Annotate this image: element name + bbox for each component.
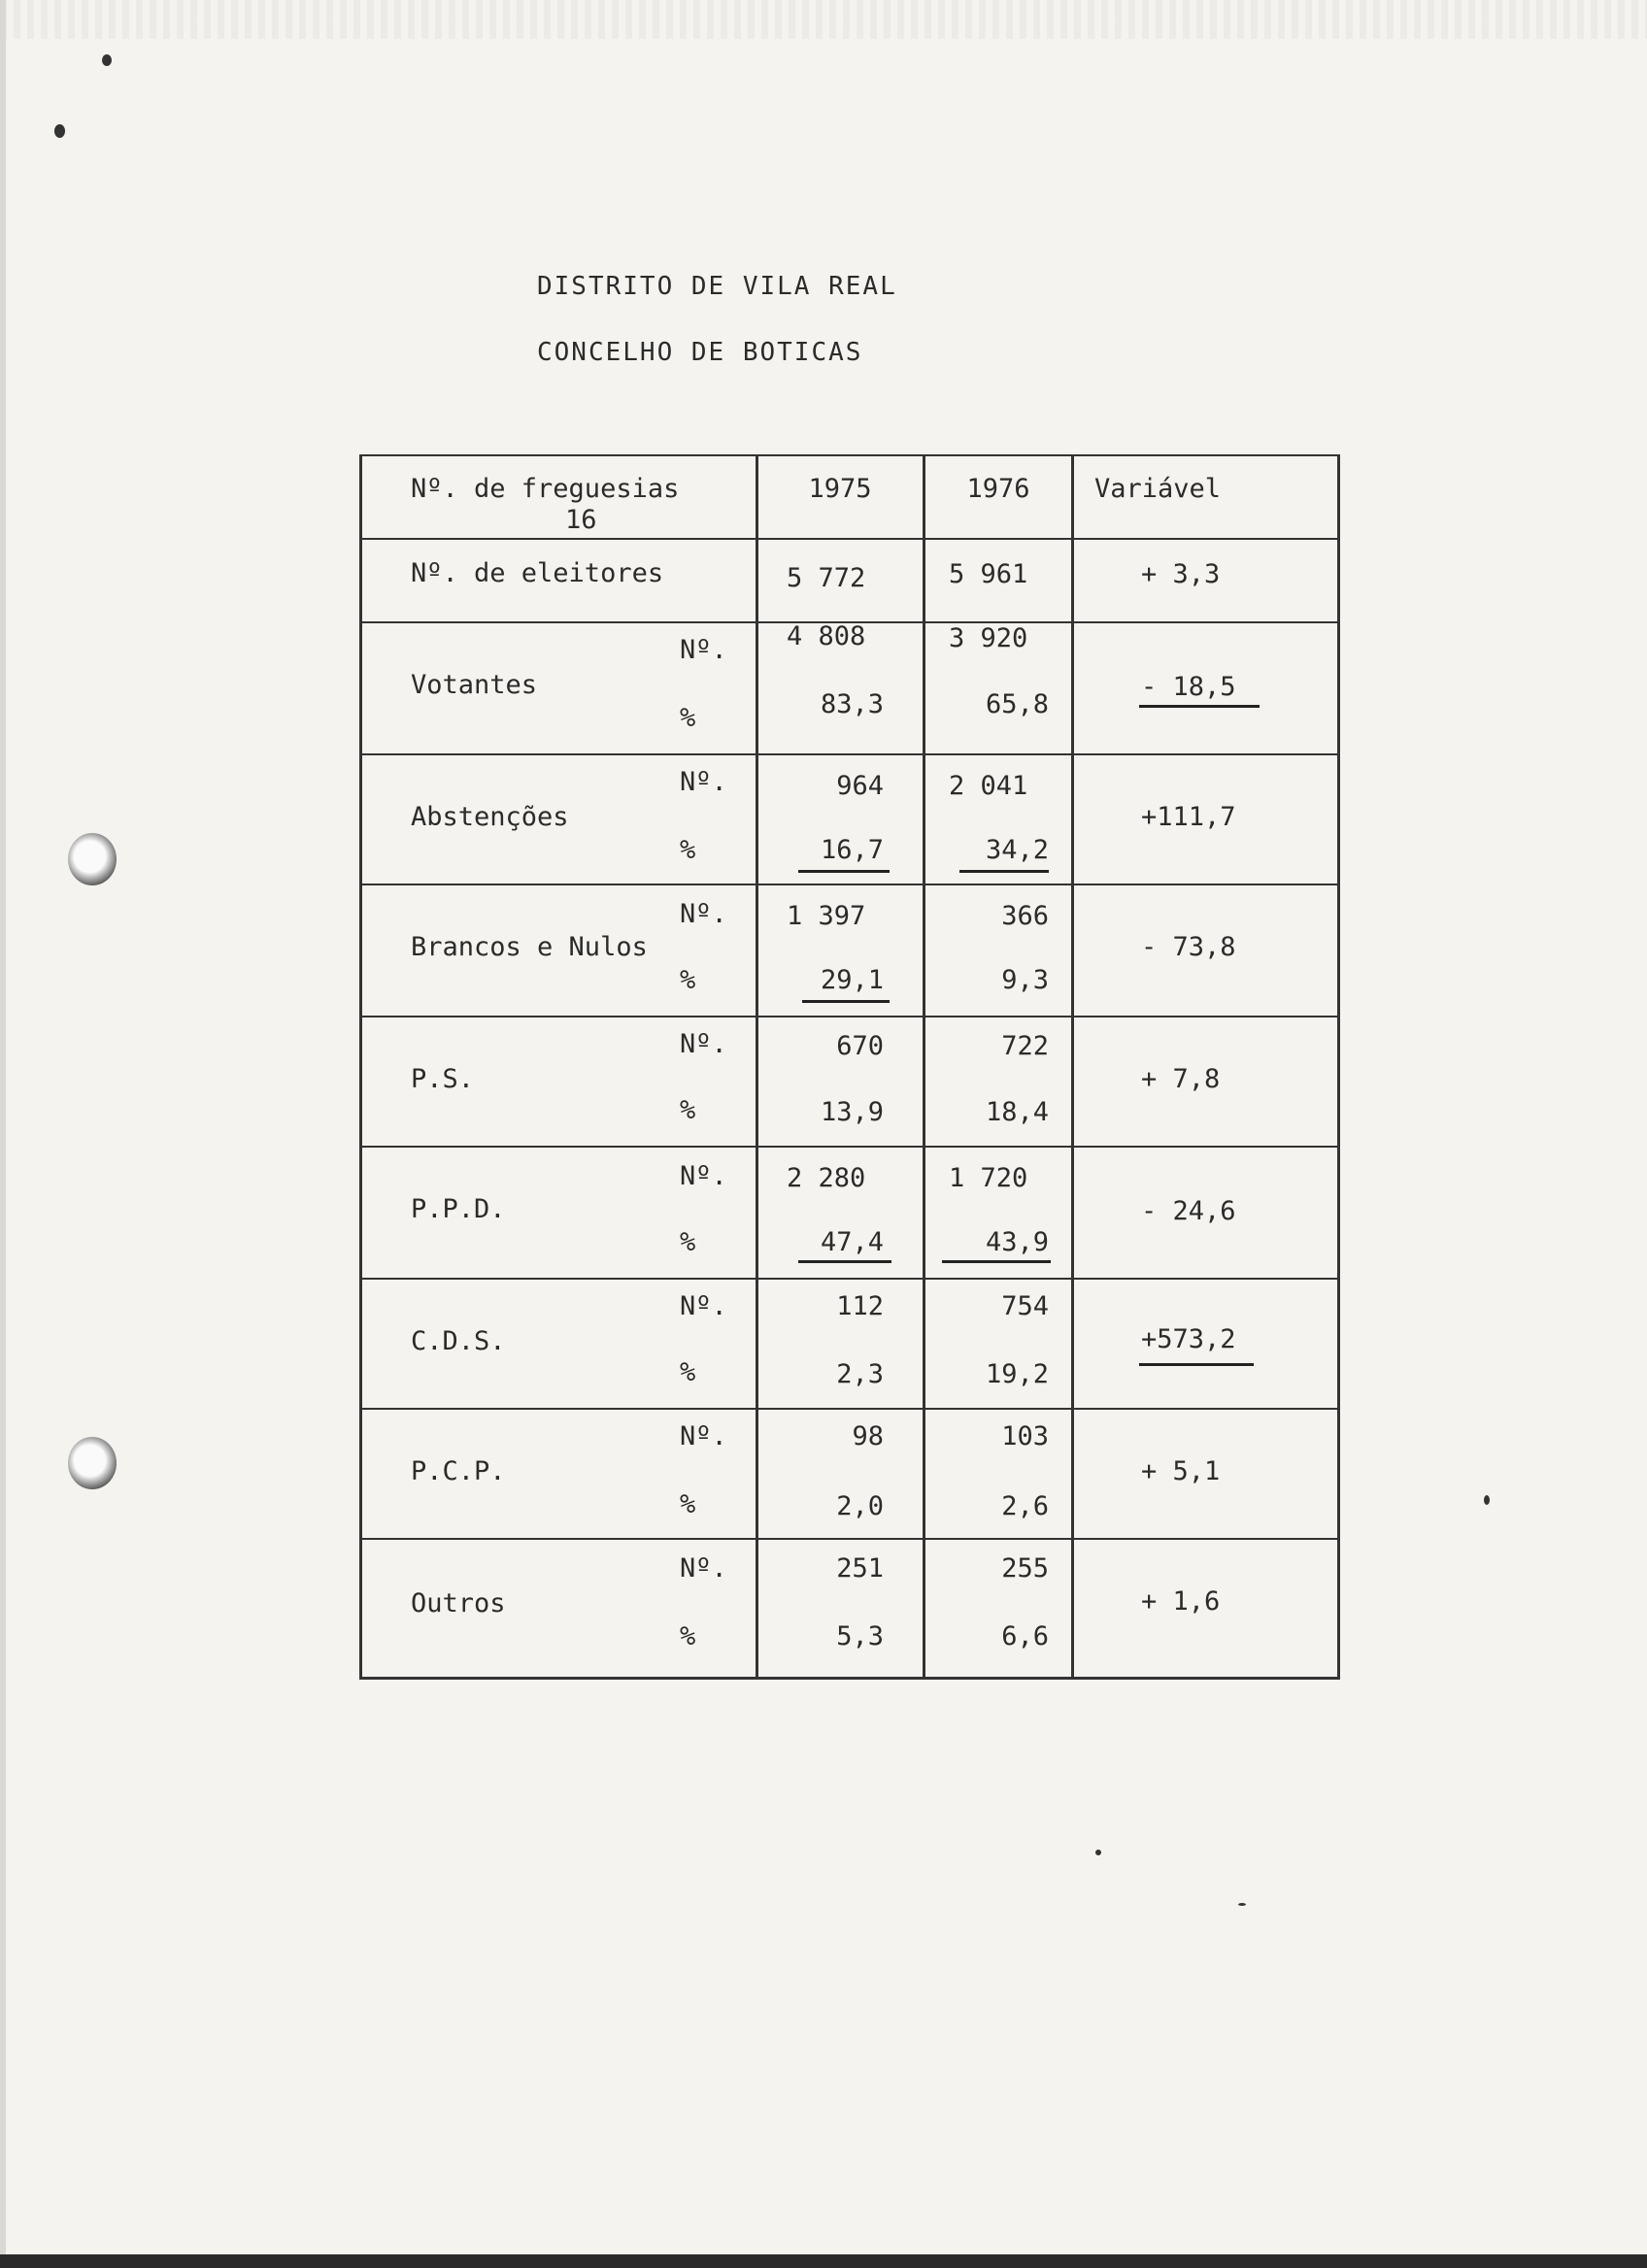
row-label: Outros <box>411 1588 506 1618</box>
ink-speck <box>1484 1495 1490 1505</box>
electors-1975: 5 772 <box>787 563 866 593</box>
row-label: P.C.P. <box>411 1456 506 1486</box>
row-n-marker: Nº. <box>680 1553 727 1584</box>
electors-variation: + 3,3 <box>1141 559 1221 589</box>
underline-mark <box>798 870 890 873</box>
row-n-1976: 3 920 <box>949 623 1028 653</box>
header-year-1975: 1975 <box>808 474 872 504</box>
row-variation: - 73,8 <box>1141 932 1236 962</box>
row-pct-1975: 13,9 <box>820 1097 884 1127</box>
row-pct-1975: 5,3 <box>836 1621 884 1651</box>
table-rule <box>923 454 925 1680</box>
row-n-1976: 366 <box>1001 901 1049 931</box>
row-n-1975: 2 280 <box>787 1163 866 1193</box>
row-pct-1975: 16,7 <box>820 835 884 865</box>
punch-hole-icon <box>68 833 117 885</box>
district-title: DISTRITO DE VILA REAL <box>537 272 897 301</box>
table-rule <box>1071 454 1074 1680</box>
electors-1976: 5 961 <box>949 559 1028 589</box>
row-pct-1975: 2,0 <box>836 1491 884 1521</box>
table-rule <box>359 1016 1340 1017</box>
table-rule <box>359 538 1340 540</box>
row-pct-1976: 6,6 <box>1001 1621 1049 1651</box>
row-label: Brancos e Nulos <box>411 932 648 962</box>
row-n-marker: Nº. <box>680 1291 727 1321</box>
scan-border <box>0 2254 1647 2268</box>
row-variation: - 24,6 <box>1141 1196 1236 1226</box>
table-rule <box>1337 454 1340 1680</box>
row-pct-1976: 9,3 <box>1001 965 1049 995</box>
row-n-marker: Nº. <box>680 1161 727 1191</box>
table-rule <box>359 1677 1340 1680</box>
table-rule <box>359 753 1340 755</box>
row-pct-marker: % <box>680 1095 696 1125</box>
row-pct-1976: 65,8 <box>985 689 1049 719</box>
row-n-1975: 1 397 <box>787 901 866 931</box>
table-rule <box>359 1538 1340 1540</box>
row-n-marker: Nº. <box>680 1421 727 1451</box>
row-n-1976: 722 <box>1001 1031 1049 1061</box>
row-variation: +111,7 <box>1141 802 1236 832</box>
underline-mark <box>1139 705 1260 708</box>
row-label: Votantes <box>411 670 538 700</box>
ink-speck <box>54 124 65 138</box>
row-variation: +573,2 <box>1141 1324 1236 1354</box>
ink-speck <box>1238 1903 1246 1906</box>
row-label: C.D.S. <box>411 1326 506 1356</box>
row-n-1975: 4 808 <box>787 621 866 651</box>
row-n-1975: 98 <box>852 1421 884 1451</box>
row-label: P.S. <box>411 1064 475 1094</box>
electors-label: Nº. de eleitores <box>411 558 664 588</box>
scan-noise-strip <box>0 0 1647 39</box>
underline-mark <box>802 1000 890 1003</box>
row-n-1976: 754 <box>1001 1291 1049 1321</box>
row-n-marker: Nº. <box>680 899 727 929</box>
row-pct-marker: % <box>680 1489 696 1519</box>
row-n-1975: 251 <box>836 1553 884 1584</box>
table-rule <box>359 1278 1340 1280</box>
row-pct-1976: 34,2 <box>985 835 1049 865</box>
punch-hole-icon <box>68 1437 117 1489</box>
table-rule <box>359 454 1340 456</box>
header-year-1976: 1976 <box>966 474 1030 504</box>
row-n-1976: 1 720 <box>949 1163 1028 1193</box>
underline-mark <box>959 870 1049 873</box>
row-variation: + 7,8 <box>1141 1064 1221 1094</box>
header-parishes-count: 16 <box>565 505 597 535</box>
row-pct-marker: % <box>680 965 696 995</box>
row-pct-marker: % <box>680 1621 696 1651</box>
row-variation: - 18,5 <box>1141 672 1236 702</box>
row-pct-1975: 47,4 <box>820 1227 884 1257</box>
header-parishes-label: Nº. de freguesias <box>411 474 680 504</box>
ink-speck <box>102 54 112 66</box>
row-pct-1976: 43,9 <box>985 1227 1049 1257</box>
row-n-1976: 2 041 <box>949 771 1028 801</box>
row-pct-marker: % <box>680 703 696 733</box>
row-pct-1975: 83,3 <box>820 689 884 719</box>
ink-speck <box>1095 1850 1101 1855</box>
row-pct-marker: % <box>680 1227 696 1257</box>
table-rule <box>359 884 1340 885</box>
row-n-marker: Nº. <box>680 1029 727 1059</box>
underline-mark <box>942 1260 1051 1263</box>
row-label: Abstenções <box>411 802 569 832</box>
row-variation: + 1,6 <box>1141 1586 1221 1617</box>
underline-mark <box>798 1260 891 1263</box>
row-n-1975: 964 <box>836 771 884 801</box>
row-label: P.P.D. <box>411 1194 506 1224</box>
council-title: CONCELHO DE BOTICAS <box>537 338 863 367</box>
row-pct-1976: 19,2 <box>985 1359 1049 1389</box>
table-rule <box>756 454 758 1680</box>
row-variation: + 5,1 <box>1141 1456 1221 1486</box>
row-n-1975: 112 <box>836 1291 884 1321</box>
row-pct-1975: 29,1 <box>820 965 884 995</box>
row-n-1975: 670 <box>836 1031 884 1061</box>
table-rule <box>359 454 362 1680</box>
row-pct-1976: 18,4 <box>985 1097 1049 1127</box>
row-pct-marker: % <box>680 1357 696 1387</box>
results-table <box>359 454 1340 1680</box>
row-n-1976: 255 <box>1001 1553 1049 1584</box>
header-variation: Variável <box>1094 474 1222 504</box>
underline-mark <box>1139 1363 1254 1366</box>
row-pct-1976: 2,6 <box>1001 1491 1049 1521</box>
row-pct-marker: % <box>680 835 696 865</box>
table-rule <box>359 1408 1340 1410</box>
row-n-1976: 103 <box>1001 1421 1049 1451</box>
row-n-marker: Nº. <box>680 635 727 665</box>
table-rule <box>359 1146 1340 1148</box>
row-n-marker: Nº. <box>680 767 727 797</box>
row-pct-1975: 2,3 <box>836 1359 884 1389</box>
